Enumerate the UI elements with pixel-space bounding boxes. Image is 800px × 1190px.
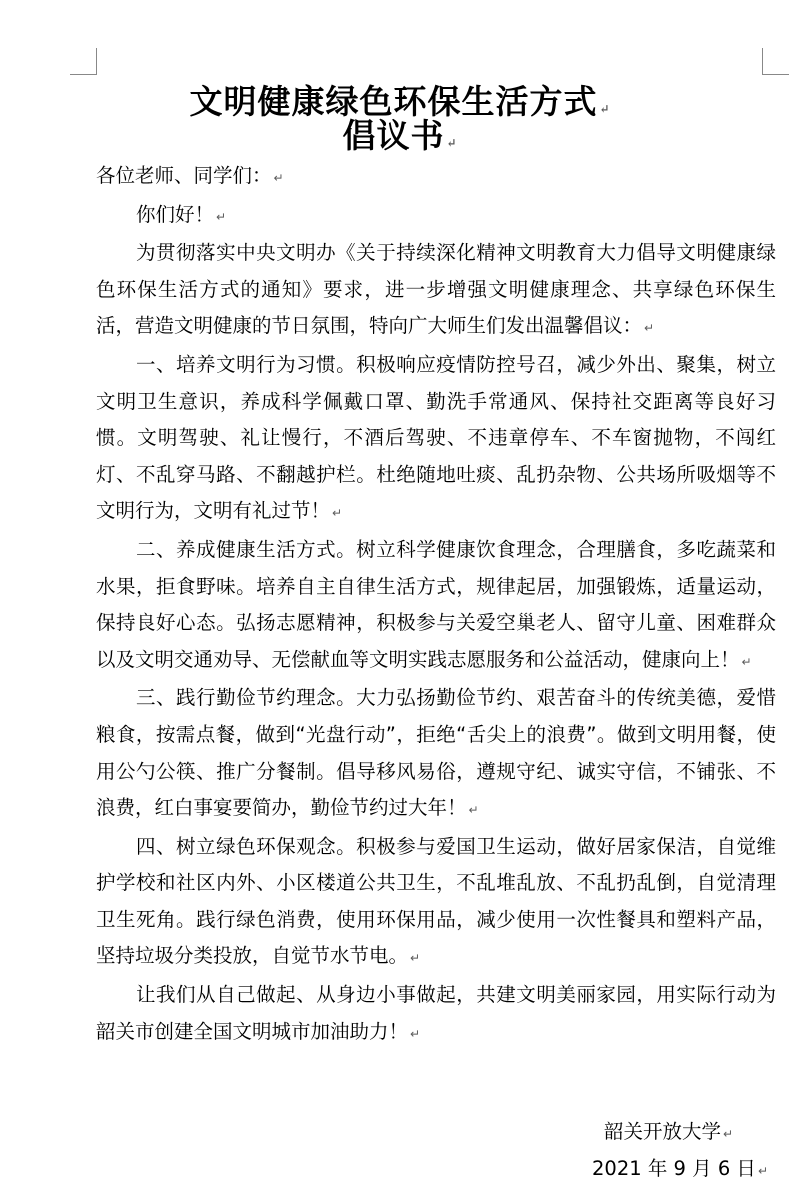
paragraph-mark-icon: ↵ <box>757 1164 768 1178</box>
paragraph-mark-icon: ↵ <box>723 1127 734 1141</box>
paragraph-mark-icon: ↵ <box>216 209 227 224</box>
paragraph-mark-icon: ↵ <box>599 102 611 116</box>
signature-organization <box>604 1116 733 1144</box>
greeting <box>96 197 776 236</box>
paragraph-item-2 <box>96 532 776 680</box>
title-line-1: 文明健康绿色环保生活方式 <box>189 82 598 121</box>
paragraph-item-3 <box>96 680 776 828</box>
paragraph-item-1 <box>96 347 776 532</box>
paragraph-intro <box>96 235 776 347</box>
signature-date-text: 2021 年 9 月 6 日 <box>592 1157 756 1180</box>
paragraph-mark-icon: ↵ <box>741 654 752 669</box>
page-corner-mark-top-left <box>70 48 97 75</box>
document-subtitle <box>0 110 800 157</box>
title-line-2: 倡议书 <box>342 116 445 155</box>
signature-date <box>592 1153 768 1181</box>
salutation-text: 各位老师、同学们： <box>96 164 272 187</box>
paragraph-text: 让我们从自己做起、从身边小事做起，共建文明美丽家园，用实际行动为韶关市创建全国文明城市加油助力！ <box>96 983 776 1043</box>
salutation <box>96 158 776 197</box>
paragraph-text: 四、树立绿色环保观念。积极参与爱国卫生运动，做好居家保洁，自觉维护学校和社区内外、小区楼道公共卫生，不乱堆乱放、不乱扔乱倒，自觉清理卫生死角。践行绿色消费，使用环保用品，减少使用一次性餐具和塑料产品，坚持垃圾分类投放，自觉节水节电。 <box>96 834 776 968</box>
paragraph-closing <box>96 977 776 1052</box>
signature-org-text: 韶关开放大学 <box>604 1120 722 1143</box>
paragraph-mark-icon: ↵ <box>644 321 655 336</box>
paragraph-mark-icon: ↵ <box>468 803 479 818</box>
paragraph-text: 为贯彻落实中央文明办《关于持续深化精神文明教育大力倡导文明健康绿色环保生活方式的通知》要求，进一步增强文明健康理念、共享绿色环保生活，营造文明健康的节日氛围，特向广大师生们发出温馨倡议： <box>96 241 776 338</box>
paragraph-text: 一、培养文明行为习惯。积极响应疫情防控号召，减少外出、聚集，树立文明卫生意识，养成科学佩戴口罩、勤洗手常通风、保持社交距离等良好习惯。文明驾驶、礼让慢行，不酒后驾驶、不违章停车、不车窗抛物，不闯红灯、不乱穿马路、不翻越护栏。杜绝随地吐痰、乱扔杂物、公共场所吸烟等不文明行为，文明有礼过节！ <box>96 352 776 523</box>
paragraph-item-4 <box>96 829 776 977</box>
paragraph-mark-icon: ↵ <box>410 951 421 966</box>
paragraph-mark-icon: ↵ <box>446 136 458 150</box>
paragraph-text: 二、养成健康生活方式。树立科学健康饮食理念，合理膳食，多吃蔬菜和水果，拒食野味。培养自主自律生活方式，规律起居，加强锻炼，适量运动，保持良好心态。弘扬志愿精神，积极参与关爱空巢老人、留守儿童、困难群众以及文明交通劝导、无偿献血等文明实践志愿服务和公益活动，健康向上！ <box>96 537 776 671</box>
paragraph-mark-icon: ↵ <box>332 506 343 521</box>
paragraph-text: 三、践行勤俭节约理念。大力弘扬勤俭节约、艰苦奋斗的传统美德，爱惜粮食，按需点餐，做到“光盘行动”，拒绝“舌尖上的浪费”。做到文明用餐，使用公勺公筷、推广分餐制。倡导移风易俗，遵规守纪、诚实守信，不铺张、不浪费，红白事宴要简办，勤俭节约过大年！ <box>96 686 776 820</box>
page-corner-mark-top-right <box>762 48 789 75</box>
greeting-text: 你们好！ <box>136 202 215 226</box>
paragraph-mark-icon: ↵ <box>410 1026 421 1041</box>
document-body <box>96 158 776 1052</box>
paragraph-mark-icon: ↵ <box>273 171 284 185</box>
